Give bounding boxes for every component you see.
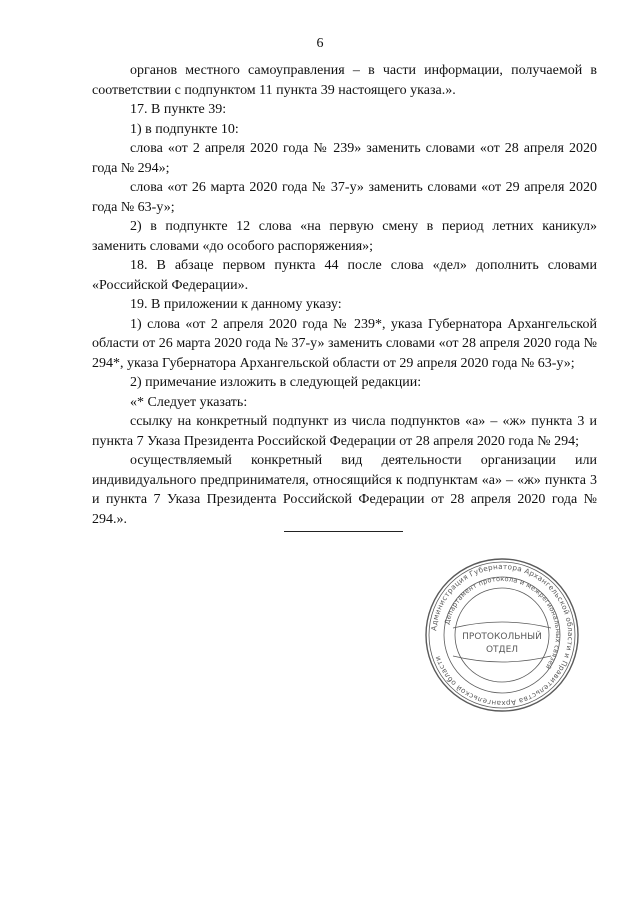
document-body xyxy=(92,61,597,529)
paragraph: 17. В пункте 39: xyxy=(130,102,227,117)
paragraph: органов местного самоуправления – в части информации, получаемой в соответствии с подпунктом 11 пункта 39 настоящего указа.». xyxy=(92,63,597,98)
seal-inner-text: Департамент протокола и межрегиональных связей xyxy=(443,574,563,671)
official-seal xyxy=(423,556,581,714)
paragraph: 2) примечание изложить в следующей редакции: xyxy=(130,375,422,390)
paragraph: слова «от 26 марта 2020 года № 37-у» заменить словами «от 29 апреля 2020 года № 63-у»; xyxy=(92,180,597,215)
seal-outer-text: Администрация Губернатора Архангельской области и Правительства Архангельской области xyxy=(429,561,576,709)
paragraph: 1) в подпункте 10: xyxy=(130,121,239,137)
paragraph: слова «от 2 апреля 2020 года № 239» заменить словами «от 28 апреля 2020 года № 294»; xyxy=(92,141,597,176)
paragraph: 2) в подпункте 12 слова «на первую смену в период летних каникул» заменить словами «до особого распоряжения»; xyxy=(92,219,597,254)
paragraph: «* Следует указать: xyxy=(130,394,248,410)
paragraph: ссылку на конкретный подпункт из числа подпунктов «а» – «ж» пункта 3 и пункта 7 Указа Президента Российской Федерации от 28 апреля 2020 года № 294; xyxy=(92,414,597,449)
paragraph: 19. В приложении к данному указу: xyxy=(130,297,342,312)
seal-center-line2: ОТДЕЛ xyxy=(485,645,519,655)
paragraph: осуществляемый конкретный вид деятельности организации или индивидуального предпринимателя, относящийся к подпунктам «а» – «ж» пункта 3 и пункта 7 Указа Президента Российской Федерации от 28 апреля 2020 года № 294.». xyxy=(92,453,597,527)
paragraph: 18. В абзаце первом пункта 44 после слова «дел» дополнить словами «Российской Федерации». xyxy=(92,258,597,293)
seal-center-line1: ПРОТОКОЛЬНЫЙ xyxy=(462,632,542,642)
paragraph: 1) слова «от 2 апреля 2020 года № 239*, указа Губернатора Архангельской области от 26 марта 2020 года № 37-у» заменить словами «от 28 апреля 2020 года № 294*, указа Губернатора Архангельской области от 29 апреля 2020 года № 63-у»; xyxy=(92,316,597,371)
signature-line xyxy=(284,531,403,532)
page-number: 6 xyxy=(316,36,324,51)
